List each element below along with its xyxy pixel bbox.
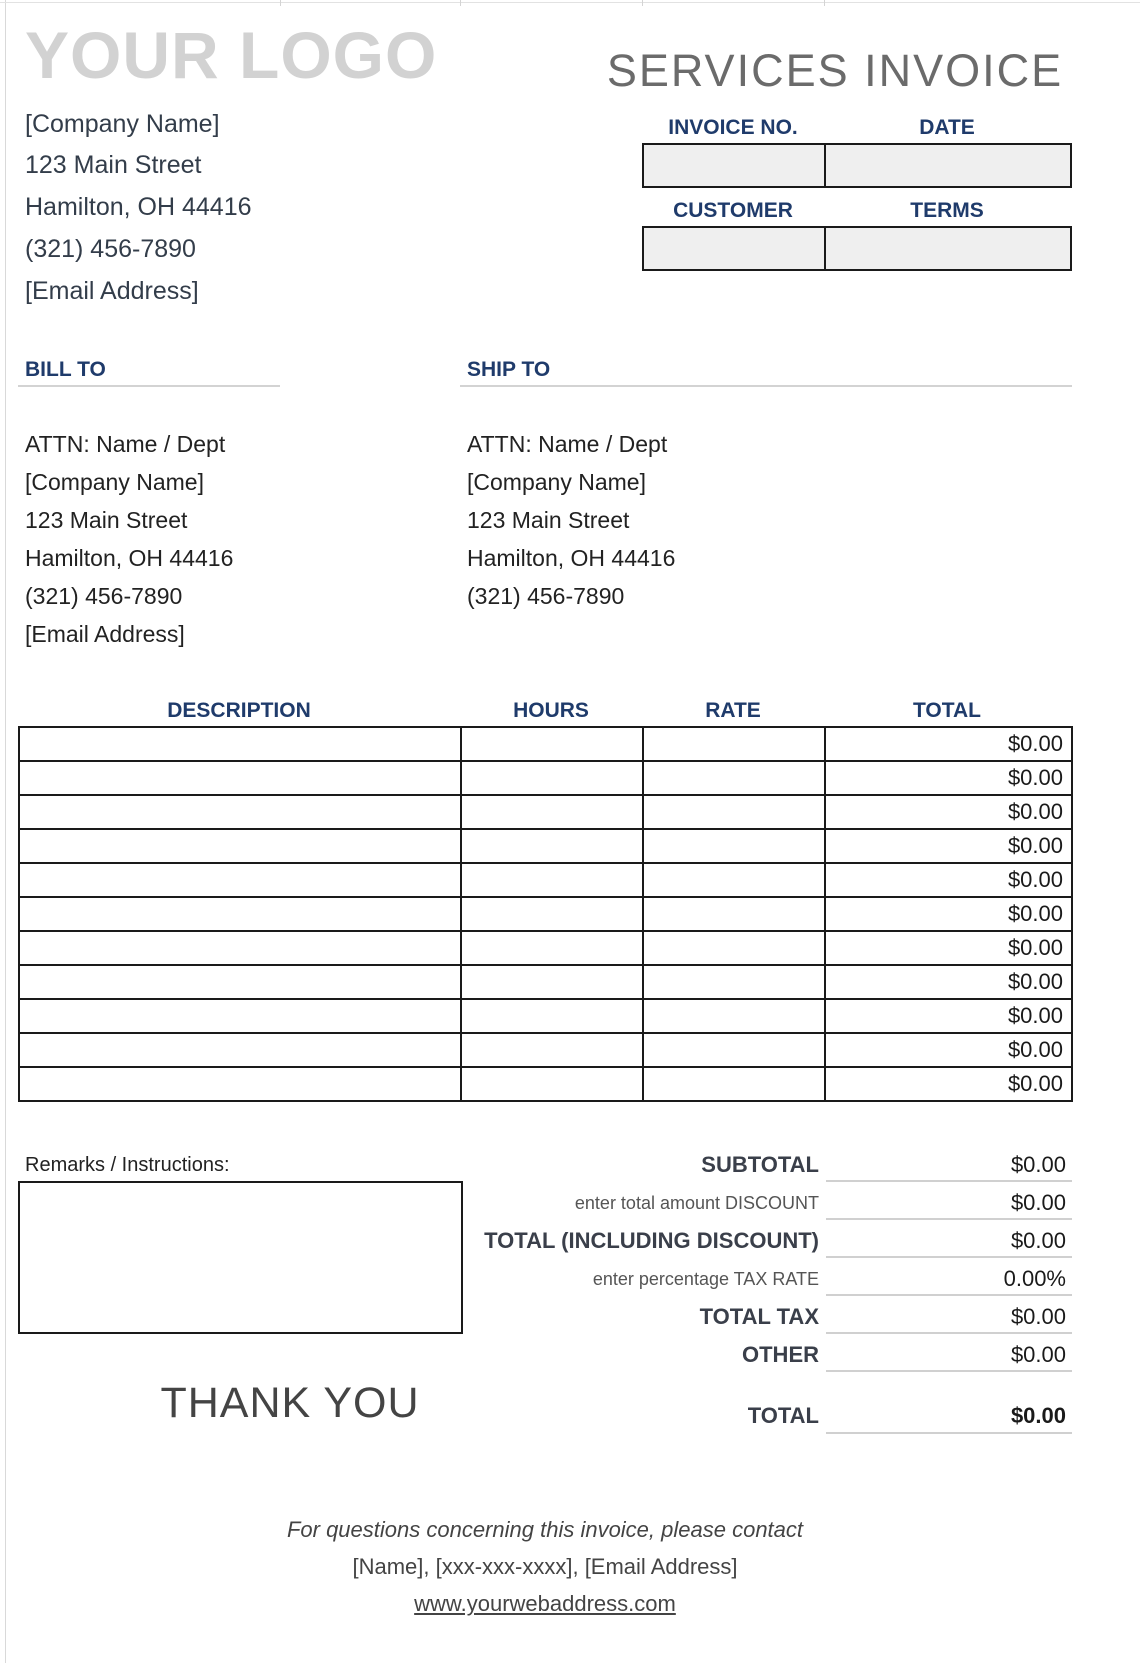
ship-to-heading: SHIP TO: [467, 358, 551, 381]
summary-underline: [826, 1218, 1072, 1220]
cell-total[interactable]: $0.00: [825, 829, 1072, 863]
table-row: [19, 863, 1072, 897]
ship-to-company[interactable]: [Company Name]: [467, 469, 646, 495]
column-header-hours: HOURS: [513, 699, 589, 722]
cell-hours[interactable]: [461, 965, 643, 999]
date-label: DATE: [919, 116, 975, 139]
summary-underline: [826, 1370, 1072, 1372]
summary-underline: [826, 1294, 1072, 1296]
bill-to-street[interactable]: 123 Main Street: [25, 507, 188, 533]
bill-to-underline: [18, 385, 280, 387]
cell-total[interactable]: $0.00: [825, 1067, 1072, 1101]
remarks-label: Remarks / Instructions:: [25, 1154, 230, 1176]
cell-description[interactable]: [19, 965, 461, 999]
footer-contact-intro: For questions concerning this invoice, please contact: [286, 1517, 804, 1542]
bill-to-company[interactable]: [Company Name]: [25, 469, 204, 495]
ship-to-underline: [460, 385, 1072, 387]
company-phone[interactable]: (321) 456-7890: [25, 235, 196, 263]
summary-label-discount: enter total amount DISCOUNT: [574, 1193, 819, 1213]
cell-description[interactable]: [19, 897, 461, 931]
summary-underline: [826, 1432, 1072, 1434]
cell-description[interactable]: [19, 761, 461, 795]
company-city[interactable]: Hamilton, OH 44416: [25, 193, 252, 221]
sheet-column-tick: [460, 0, 461, 6]
cell-total[interactable]: $0.00: [825, 1033, 1072, 1067]
bill-to-attn[interactable]: ATTN: Name / Dept: [25, 431, 226, 457]
cell-description[interactable]: [19, 1033, 461, 1067]
footer-website-link[interactable]: www.yourwebaddress.com: [414, 1591, 676, 1616]
cell-rate[interactable]: [643, 1067, 825, 1101]
cell-rate[interactable]: [643, 1033, 825, 1067]
cell-rate[interactable]: [643, 999, 825, 1033]
summary-value-grand-total: $0.00: [1010, 1403, 1066, 1428]
summary-label-tax-rate: enter percentage TAX RATE: [592, 1269, 819, 1289]
bill-to-heading: BILL TO: [25, 358, 106, 381]
summary-value-other[interactable]: $0.00: [1010, 1342, 1066, 1367]
remarks-box[interactable]: [18, 1181, 463, 1334]
cell-description[interactable]: [19, 795, 461, 829]
cell-rate[interactable]: [643, 897, 825, 931]
bill-to-email[interactable]: [Email Address]: [25, 621, 185, 647]
company-logo: YOUR LOGO: [25, 18, 438, 92]
cell-total[interactable]: $0.00: [825, 897, 1072, 931]
cell-total[interactable]: $0.00: [825, 965, 1072, 999]
date-field[interactable]: [824, 143, 1072, 188]
cell-rate[interactable]: [643, 863, 825, 897]
cell-hours[interactable]: [461, 761, 643, 795]
cell-rate[interactable]: [643, 727, 825, 761]
column-header-rate: RATE: [705, 699, 761, 722]
ship-to-street[interactable]: 123 Main Street: [467, 507, 630, 533]
line-items-table: [18, 726, 1073, 1102]
cell-total[interactable]: $0.00: [825, 999, 1072, 1033]
cell-hours[interactable]: [461, 863, 643, 897]
table-row: [19, 1033, 1072, 1067]
invoice-no-field[interactable]: [642, 143, 826, 188]
summary-underline: [826, 1332, 1072, 1334]
cell-hours[interactable]: [461, 1033, 643, 1067]
cell-total[interactable]: $0.00: [825, 795, 1072, 829]
table-row: [19, 931, 1072, 965]
summary-value-total-tax: $0.00: [1010, 1304, 1066, 1329]
table-row: [19, 897, 1072, 931]
ship-to-attn[interactable]: ATTN: Name / Dept: [467, 431, 668, 457]
terms-field[interactable]: [824, 226, 1072, 271]
cell-description[interactable]: [19, 829, 461, 863]
customer-label: CUSTOMER: [673, 199, 793, 222]
cell-hours[interactable]: [461, 1067, 643, 1101]
cell-rate[interactable]: [643, 795, 825, 829]
table-row: [19, 999, 1072, 1033]
sheet-gridline-left: [5, 0, 6, 1663]
sheet-column-tick: [642, 0, 643, 6]
summary-underline: [826, 1256, 1072, 1258]
bill-to-phone[interactable]: (321) 456-7890: [25, 583, 183, 609]
sheet-gridline-top: [0, 2, 1140, 3]
cell-hours[interactable]: [461, 897, 643, 931]
cell-description[interactable]: [19, 999, 461, 1033]
footer-contact-details: [Name], [xxx-xxx-xxxx], [Email Address]: [352, 1554, 738, 1579]
ship-to-city[interactable]: Hamilton, OH 44416: [467, 545, 676, 571]
column-header-total: TOTAL: [912, 699, 982, 722]
cell-hours[interactable]: [461, 727, 643, 761]
column-header-description: DESCRIPTION: [167, 699, 311, 722]
cell-description[interactable]: [19, 931, 461, 965]
cell-hours[interactable]: [461, 931, 643, 965]
sheet-column-tick: [280, 0, 281, 6]
cell-rate[interactable]: [643, 829, 825, 863]
sheet-column-tick: [824, 0, 825, 6]
thank-you-text: THANK YOU: [160, 1379, 420, 1427]
cell-hours[interactable]: [461, 829, 643, 863]
cell-total[interactable]: $0.00: [825, 863, 1072, 897]
cell-description[interactable]: [19, 863, 461, 897]
company-email[interactable]: [Email Address]: [25, 277, 199, 305]
table-row: [19, 1067, 1072, 1101]
summary-label-subtotal: SUBTOTAL: [701, 1152, 819, 1177]
cell-hours[interactable]: [461, 795, 643, 829]
table-row: [19, 965, 1072, 999]
invoice-no-label: INVOICE NO.: [668, 116, 798, 139]
cell-rate[interactable]: [643, 965, 825, 999]
table-row: [19, 727, 1072, 761]
summary-label-total-tax: TOTAL TAX: [699, 1304, 819, 1329]
summary-label-other: OTHER: [742, 1342, 819, 1367]
company-street[interactable]: 123 Main Street: [25, 151, 202, 179]
cell-total[interactable]: $0.00: [825, 761, 1072, 795]
bill-to-city[interactable]: Hamilton, OH 44416: [25, 545, 234, 571]
table-row: [19, 829, 1072, 863]
summary-label-total-incl-discount: TOTAL (INCLUDING DISCOUNT): [484, 1228, 819, 1253]
table-row: [19, 761, 1072, 795]
summary-underline: [826, 1180, 1072, 1182]
table-row: [19, 795, 1072, 829]
ship-to-phone[interactable]: (321) 456-7890: [467, 583, 625, 609]
summary-value-tax-rate[interactable]: 0.00%: [1003, 1266, 1066, 1291]
invoice-title: SERVICES INVOICE: [606, 45, 1064, 96]
cell-description[interactable]: [19, 1067, 461, 1101]
cell-total[interactable]: $0.00: [825, 727, 1072, 761]
customer-field[interactable]: [642, 226, 826, 271]
cell-rate[interactable]: [643, 761, 825, 795]
cell-description[interactable]: [19, 727, 461, 761]
summary-value-subtotal: $0.00: [1010, 1152, 1066, 1177]
cell-total[interactable]: $0.00: [825, 931, 1072, 965]
cell-hours[interactable]: [461, 999, 643, 1033]
summary-value-total-incl-discount: $0.00: [1010, 1228, 1066, 1253]
cell-rate[interactable]: [643, 931, 825, 965]
company-name[interactable]: [Company Name]: [25, 110, 220, 138]
summary-label-grand-total: TOTAL: [747, 1403, 819, 1428]
summary-value-discount[interactable]: $0.00: [1010, 1190, 1066, 1215]
terms-label: TERMS: [910, 199, 984, 222]
